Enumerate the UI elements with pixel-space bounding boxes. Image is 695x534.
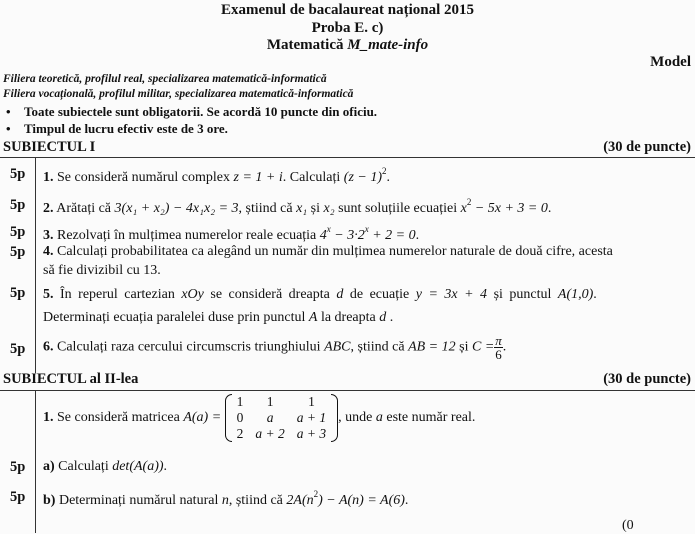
math-expr: A(a) =	[183, 410, 222, 426]
math-expr: z = 1 + i	[233, 170, 283, 185]
question-2b	[43, 489, 408, 509]
question-5-cont	[43, 310, 393, 326]
math-expr: ABC	[324, 339, 351, 355]
item-score: 5p	[10, 197, 26, 213]
math-expr: xOy	[181, 287, 204, 302]
question-text: .	[415, 228, 420, 243]
math-exponent: 2	[382, 166, 387, 176]
matrix-left-paren	[225, 394, 232, 442]
question-text: Determinați ecuația paralelei duse prin punctul	[43, 310, 309, 325]
math-fraction	[494, 334, 503, 361]
filiera-line: Filiera vocațională, profilul militar, specializarea matematică-informatică	[3, 88, 354, 100]
question-3	[43, 224, 419, 244]
question-text: se consideră dreapta	[203, 287, 337, 302]
exam-title: Examenul de bacalaureat național 2015	[220, 2, 475, 18]
question-text: . Calculați	[282, 170, 344, 185]
math-expr: 3(x₁ + x₂) − 4x₁x₂ = 3	[114, 201, 239, 216]
section-points: (30 de puncte)	[603, 139, 691, 155]
math-expr: + 2 = 0	[368, 228, 416, 243]
question-number: 2.	[43, 201, 54, 216]
fraction-denominator: 6	[495, 347, 502, 362]
matrix-cell: a + 1	[296, 410, 327, 425]
question-text: este număr real.	[382, 410, 476, 426]
question-text: .	[547, 201, 552, 216]
question-1	[43, 166, 390, 186]
matrix-cell: 1	[266, 394, 274, 409]
matrix-cell: a + 2	[255, 426, 285, 441]
section-title: SUBIECTUL I	[3, 139, 96, 155]
model-label: Model	[650, 54, 691, 70]
question-text: Arătați că	[53, 201, 115, 216]
question-number: 6.	[43, 339, 54, 355]
section-title: SUBIECTUL al II-lea	[3, 371, 139, 387]
math-expr: det(A(a))	[112, 459, 164, 474]
question-text: la dreapta	[317, 310, 380, 325]
math-expr: A	[308, 310, 318, 325]
math-exponent: x	[364, 224, 369, 234]
question-text: și	[307, 201, 324, 216]
item-score: 5p	[10, 166, 26, 182]
question-number: 3.	[43, 228, 54, 243]
question-number: 1.	[43, 410, 54, 426]
instruction-text: Toate subiectele sunt obligatorii. Se acordă 10 puncte din oficiu.	[24, 104, 378, 119]
math-expr: A(1,0)	[557, 287, 594, 302]
question-text: Calculați	[54, 459, 113, 474]
question-text: și	[455, 339, 472, 355]
math-expr: 4	[319, 228, 327, 243]
item-score: 5p	[10, 489, 26, 505]
math-expr: C =	[471, 339, 495, 355]
matrix-cell: a + 3	[296, 426, 327, 441]
question-text: și punctul	[487, 287, 558, 302]
math-expr: d	[379, 310, 387, 325]
matrix-cell: 2	[236, 426, 244, 441]
question-text: Determinați numărul natural	[55, 493, 222, 508]
question-text: Se consideră matricea	[53, 410, 184, 426]
matrix-cell: a	[266, 410, 274, 425]
question-text: , știind că	[228, 493, 287, 508]
question-number: b)	[43, 493, 56, 508]
filiera-line: Filiera teoretică, profilul real, specializarea matematică-informatică	[3, 73, 327, 85]
question-text: , unde	[338, 410, 376, 426]
question-number: a)	[43, 459, 55, 474]
exam-subject	[0, 37, 695, 54]
math-expr: d	[336, 287, 344, 302]
item-score: 5p	[10, 459, 26, 475]
math-expr: n	[221, 493, 229, 508]
question-2a	[43, 459, 167, 475]
instruction-item	[6, 121, 228, 137]
partial-matrix-fragment: (0	[622, 518, 634, 533]
bullet-icon: •	[6, 121, 11, 136]
math-expr: − 5x + 3 = 0	[471, 201, 548, 216]
question-6	[43, 334, 506, 361]
math-exponent: 2	[313, 489, 319, 499]
question-4-cont: să fie divizibil cu 13.	[43, 263, 161, 278]
question-text: Calculați probabilitatea ca alegând un număr din mulțimea numerelor naturale de două cifre, acesta	[53, 244, 613, 259]
item-score: 5p	[10, 244, 26, 260]
question-5	[43, 287, 597, 303]
score-column-divider	[35, 158, 36, 373]
question-matrix-intro	[43, 394, 475, 442]
question-text: În reperul cartezian	[53, 287, 182, 302]
subject-code: M_mate-info	[347, 37, 429, 53]
matrix-cell: 1	[308, 394, 315, 409]
question-number: 5.	[43, 287, 54, 302]
matrix	[225, 394, 339, 442]
question-4	[43, 244, 613, 260]
item-score: 5p	[10, 341, 26, 357]
question-text: , știind că	[350, 339, 409, 355]
question-text: , știind că	[238, 201, 297, 216]
math-expr: x	[460, 201, 467, 216]
item-score: 5p	[10, 285, 26, 301]
question-text: .	[593, 287, 597, 302]
math-exponent: x	[326, 224, 331, 234]
math-expr: − 3·2	[330, 228, 365, 243]
instruction-text: Timpul de lucru efectiv este de 3 ore.	[24, 121, 228, 136]
math-exponent: 2	[466, 197, 472, 207]
question-text: de ecuație	[343, 287, 416, 302]
bullet-icon: •	[6, 104, 11, 119]
math-expr: a	[375, 410, 383, 426]
math-expr: AB = 12	[408, 339, 456, 355]
subject-prefix: Matematică	[266, 37, 348, 53]
section-divider	[0, 157, 695, 158]
question-text: Rezolvați în mulțimea numerelor reale ecuația	[53, 228, 320, 243]
question-text: Calculați raza cercului circumscris triunghiului	[53, 339, 325, 355]
matrix-right-paren	[331, 394, 338, 442]
question-text: .	[502, 339, 507, 355]
math-expr: x₂	[323, 201, 335, 216]
question-number: 1.	[43, 170, 54, 185]
section-divider	[0, 390, 695, 391]
math-expr: y = 3x + 4	[415, 287, 488, 302]
fraction-numerator: π	[495, 333, 502, 348]
item-score: 5p	[10, 224, 26, 240]
math-expr: (z − 1)	[343, 170, 383, 185]
exam-proba: Proba E. c)	[311, 20, 384, 36]
score-column-divider	[35, 391, 36, 533]
math-expr: ) − A(n) = A(6)	[318, 493, 405, 508]
question-number: 4.	[43, 244, 54, 259]
question-text: .	[386, 310, 394, 325]
section-points: (30 de puncte)	[603, 371, 691, 387]
question-text: .	[386, 170, 391, 185]
matrix-cell: 1	[236, 394, 244, 409]
math-expr: x₁	[296, 201, 308, 216]
math-expr: 2A(n	[286, 493, 314, 508]
question-text: .	[404, 493, 409, 508]
question-text: .	[163, 459, 168, 474]
instruction-item	[6, 104, 377, 120]
question-2	[43, 197, 551, 217]
question-text: sunt soluțiile ecuației	[334, 201, 461, 216]
question-text: Se consideră numărul complex	[53, 170, 234, 185]
matrix-cell: 0	[236, 410, 244, 425]
